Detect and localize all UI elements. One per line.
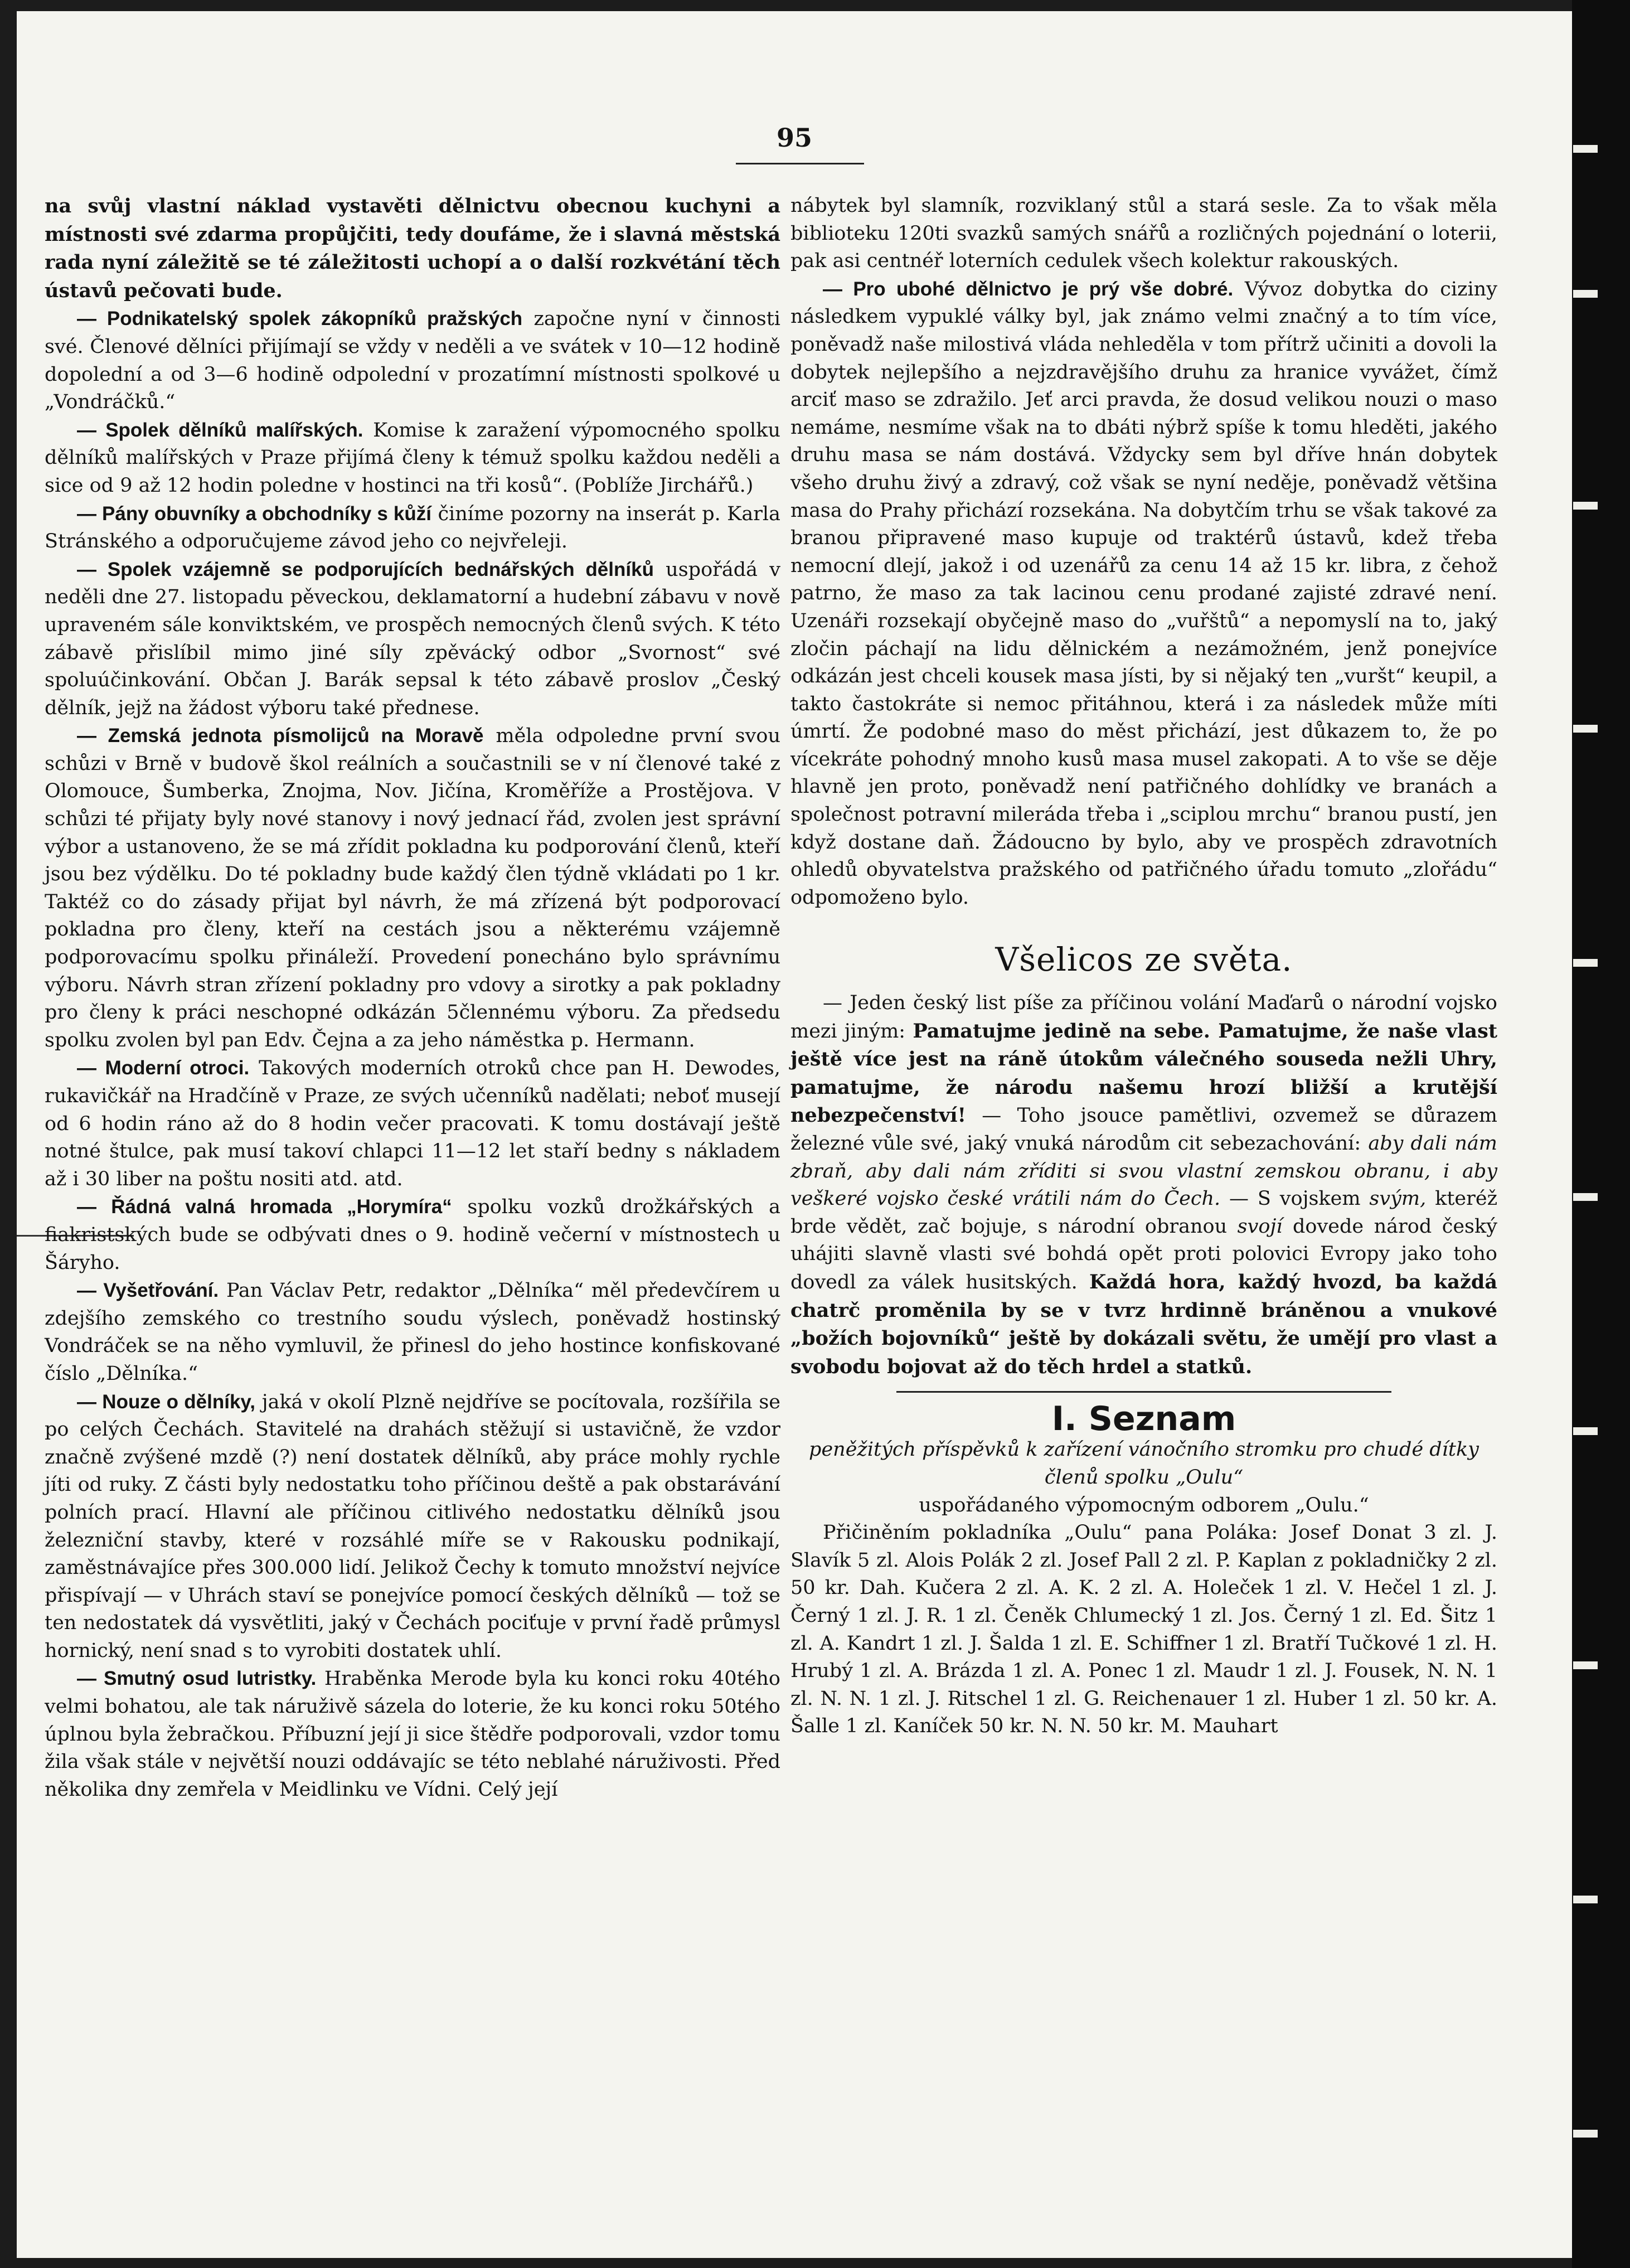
right-column-articles: [790, 192, 1497, 912]
binding-notch: [1573, 1661, 1598, 1669]
list-title: I. Seznam: [1051, 1399, 1236, 1439]
article-heading: — Smutný osud lutristky.: [77, 1668, 317, 1690]
section-title: Všelicos ze světa.: [995, 941, 1293, 979]
article-text: spolku vozků drožkářských a fiakristských bude se odbývati dnes o 9. hodině večerní v místnostech u Šáryho.: [45, 1196, 781, 1274]
article-text: kteréž brde vědět, zač bojuje, s národní obranou: [790, 1188, 1498, 1238]
article-text: Komise k zaražení výpomocného spolku dělníků malířských v Praze přijímá členy k témuž spolku každou neděli a sice od 9 až 12 hodin poledne v hostinci na tři kosů“. (Poblíže Jirchářů.): [45, 419, 780, 497]
right-paragraph: [790, 275, 1497, 912]
left-column: [45, 192, 780, 1804]
binding-notch: [1573, 1193, 1598, 1201]
article-text: Hraběnka Merode byla ku konci roku 40tého velmi bohatou, ale tak náruživě sázela do loterie, že ku konci roku 50tého úplnou byla žebračkou. Příbuzní její ji sice štědře podporovali, vzdor tomu žila však stále v největší nouzi oddávajíc se této neblahé náruživosti. Před několika dny zemřela v Meidlinku ve Vídni. Celý její: [45, 1668, 781, 1801]
binding-edge: [1572, 0, 1630, 2268]
article-heading: — Spolek vzájemně se podporujících bednářských dělníků: [77, 558, 654, 580]
article-heading: — Podnikatelský spolek zákopníků pražských: [77, 308, 523, 330]
left-paragraph: [45, 500, 780, 556]
right-paragraph: [790, 192, 1497, 275]
article-text: Pamatujme jedině na sebe. Pamatujme, že naše vlast ještě více jest na ráně útokům válečného souseda nežli Uhry, pamatujme, že národu našemu hrozí bližší a krutější nebezpečenství!: [790, 1019, 1497, 1127]
article-text: měla odpoledne první svou schůzi v Brně v budově škol reálních a součastnili se v ní členové také z Olomouce, Šumberka, Znojma, Nov. Jičína, Kroměříže a Prostějova. V schůzi té přijaty byly nové stanovy i nový jednací řád, zvolen jest správní výbor a ustanoveno, že se má zřídit pokladna ku podporování členů, kteří jsou bez výdělku. Do té pokladny bude každý člen týdně vkládati po 1 kr. Taktéž co do zásady přijat byl návrh, že má zřízená být podporovací pokladna pro členy, kteří na cestách jsou a některému vzájemně podporovacímu spolku přináleží. Provedení ponecháno bylo správnímu výboru. Návrh stran zřízení pokladny pro vdovy a sirotky a pak pokladny pro členy k práci neschopné odkázán 5člennému výboru. Za předsedu spolku zvolen byl pan Edv. Čejna a za jeho náměstka p. Hermann.: [45, 725, 780, 1051]
article-text: — Jeden český list píše za příčinou volání Maďarů o národní vojsko mezi jiným:: [790, 992, 1497, 1043]
left-paragraph: [45, 192, 780, 305]
article-text: svým,: [1369, 1188, 1427, 1210]
left-paragraph: [45, 1665, 780, 1804]
binding-notch: [1573, 2130, 1598, 2138]
article-text: dovede národ český uhájiti slavně vlasti své bohdá opět proti polovici Evropy jako toho dovedl za válek husitských.: [790, 1215, 1497, 1293]
article-text: jaká v okolí Plzně nejdříve se pocítovala, rozšířila se po celých Čechách. Stavitelé na drahách stěžují si ustavičně, že vzdor značně zvýšené mzdě (?) není dostatek dělníků, aby práce mohly rychle jíti od ruky. Z části byly nedostatku toho příčinou deště a pak obstarávání polních prací. Hlavní ale příčinou citlivého nedostatku dělníků jsou železniční stavby, které v rozsáhlé míře se v Rakousku podnikají, zaměstnávajíce přes 300.000 lidí. Jelikož Čechy k tomuto množství nejvíce přispívají — v Uhrách staví se ponejvíce pomocí českých dělníků — tož se ten nedostatek dá vysvětliti, jaký v Čechách pociťuje v první řadě průmysl hornický, není snad s to vyrobiti dostatek uhlí.: [45, 1390, 781, 1662]
binding-notch: [1573, 1896, 1598, 1903]
binding-notch: [1573, 145, 1598, 153]
page-number: 95: [776, 123, 812, 153]
article-heading: — Moderní otroci.: [77, 1057, 250, 1079]
article-text: činíme pozorny na inserát p. Karla Stránského a odporučujeme závod jeho co nejvřeleji.: [45, 502, 780, 553]
article-heading: — Vyšetřování.: [77, 1280, 219, 1302]
article-heading: — Spolek dělníků malířských.: [77, 419, 363, 441]
left-paragraph: [45, 556, 780, 723]
article-text: — Toho jsouce pamětlivi, ozvemež se důrazem železné vůle své, jaký vnuká národům cit sebezachování:: [790, 1104, 1497, 1155]
list-organizer: uspořádaného výpomocným odborem „Oulu.“: [919, 1494, 1369, 1516]
binding-notch: [1573, 290, 1598, 298]
section-paragraph: [790, 990, 1497, 1381]
binding-notch: [1573, 725, 1598, 733]
article-text: Každá hora, každý hvozd, ba každá chatrč proměnila by se v tvrz hrdinně bráněnou a vnukové „božích bojovníků“ ještě by dokázali světu, že umějí pro vlast a svobodu bojovat až do těch hrdel a statků.: [790, 1270, 1498, 1378]
binding-notch: [1573, 959, 1598, 967]
left-paragraph: [45, 416, 780, 500]
binding-notch: [1573, 1427, 1598, 1435]
article-text: započne nyní v činnosti své. Členové dělníci přijímají se vždy v neděli a ve svátek v 10—12 hodině dopolední a od 3—6 hodině odpolední v prozatímní místnosti spolkové u „Vondráčků.“: [45, 308, 781, 414]
left-paragraph: [45, 305, 780, 416]
article-heading: — Řádná valná hromada „Horymíra“: [77, 1196, 452, 1218]
left-paragraph: [45, 1277, 780, 1388]
binding-notch: [1573, 502, 1598, 510]
list-subtitle: peněžitých příspěvků k zařízení vánočního stromku pro chudé dítky členů spolku „Oulu“: [809, 1438, 1479, 1489]
article-text: na svůj vlastní náklad vystavěti dělnictvu obecnou kuchyni a místnosti své zdarma propůjčiti, tedy doufáme, že i slavná městská rada nyní záležitě se té záležitosti uchopí a o další rozkvétání těch ústavů pečovati bude.: [45, 195, 780, 302]
article-heading: — Zemská jednota písmolijců na Moravě: [77, 725, 484, 747]
newspaper-page: [17, 11, 1572, 2258]
article-text: Pan Václav Petr, redaktor „Dělníka“ měl předevčírem u zdejšího zemského co trestního soudu výslech, poněvadž hostinský Vondráček se na něho vymluvil, že přinesl do jeho hostince konfiskované číslo „Dělníka.“: [45, 1280, 780, 1385]
article-text: uspořádá v neděli dne 27. listopadu pěveckou, deklamatorní a hudební zábavu v nově upraveném sále konviktském, ve prospěch nemocných členů svých. K této zábavě přislíbil mimo jiné síly zpěvácký odbor „Svornost“ své spoluúčinkování. Občan J. Barák sepsal k této zábavě proslov „Český dělník, jejž na žádost výboru také přednese.: [45, 558, 780, 719]
list-contributors: Přičiněním pokladníka „Oulu“ pana Poláka: Josef Donat 3 zl. J. Slavík 5 zl. Alois Polák 2 zl. Josef Pall 2 zl. P. Kaplan z pokladničky 2 zl. 50 kr. Dah. Kučera 2 zl. A. K. 2 zl. A. Holeček 1 zl. V. Hečel 1 zl. J. Černý 1 zl. J. R. 1 zl. Čeněk Chlumecký 1 zl. Jos. Černý 1 zl. Ed. Šitz 1 zl. A. Kandrt 1 zl. J. Šalda 1 zl. E. Schiffner 1 zl. Bratří Tučkové 1 zl. H. Hrubý 1 zl. A. Brázda 1 zl. A. Ponec 1 zl. Maudr 1 zl. J. Fousek, N. N. 1 zl. N. N. 1 zl. J. Ritschel 1 zl. G. Reichenauer 1 zl. Huber 1 zl. 50 kr. A. Šalle 1 zl. Kaníček 50 kr. N. N. 50 kr. M. Mauhart: [790, 1521, 1497, 1738]
article-text: Vývoz dobytka do ciziny následkem vypuklé války byl, jak známo velmi značný a to tím více, poněvadž naše milostivá vláda nehleděla v tom přítrž učiniti a dovoli la dobytek nejlepšího a nejzdravějšího druhu za hranice vyvážet, čímž arciť maso se zdražilo. Jeť arci pravda, že dosud velikou nouzi o maso nemáme, nesmíme však na to dbáti nýbrž spíše k tomu hleděti, jakého druhu masa se nám dostává. Vždycky sem byl dříve hnán dobytek všeho druhu živý a zdravý, což však se nyní neděje, poněvadž většina masa do Prahy přichází rozsekána. Na dobytčím trhu se však takové za branou připravené maso kupuje od traktérů ústavů, kdež třeba nemocní dlejí, jakož i od uzenářů za cenu 14 až 15 kr. libra, z čehož patrno, že maso za tak lacinou cenu prodané zajisté zdravé není. Uzenáři rozsekají obyčejně maso do „vuřštů“ a nepomyslí na to, jaký zločin páchají na lidu dělnickém a nezámožném, jenž ponejvíce odkázán jest chceli kousek masa jísti, by si nějaký ten „vuršt“ keupil, a takto častokráte si nemoc přitáhnou, která i za následek může míti úmrtí. Že podobné maso do měst přichází, jest důkazem to, že po vícekráte pohodný mnoho kusů masa musel zakopati. A to vše se děje hlavně jen proto, poněvadž není patřičného dohlídky ve branách a společnost potravní milerádа třeba i „sciplou mrchu“ branou pustí, jen když dostane daň. Žádoucno by bylo, aby ve prospěch zdravotních ohledů obyvatelstva pražského od patřičného úřadu tomuto „zlořádu“ odpomoženo bylo.: [790, 278, 1497, 909]
section-articles: [790, 990, 1497, 1381]
article-text: aby dali nám zbraň, aby dali nám zříditi si svou vlastní zemskou obranu, i aby veškeré vojsko české vrátili nám do Čech.: [790, 1132, 1497, 1210]
page-number-rule: [736, 163, 864, 164]
article-heading: — Pro ubohé dělnictvo je prý vše dobré.: [823, 278, 1234, 300]
article-heading: — Pány obuvníky a obchodníky s kůží: [77, 502, 431, 525]
article-text: nábytek byl slamník, rozviklaný stůl a stará sesle. Za to však měla biblioteku 120ti svazků samých snářů a rozličných pojednání o loterii, pak asi centnéř loterních cedulek všech kolektur rakouských.: [790, 195, 1497, 273]
left-paragraph: [45, 1388, 780, 1665]
left-paragraph: [45, 722, 780, 1054]
article-heading: — Nouze o dělníky,: [77, 1390, 256, 1413]
left-paragraph: [45, 1054, 780, 1193]
right-column: [790, 192, 1497, 1741]
left-paragraph: [45, 1193, 780, 1277]
article-text: — S vojskem: [1220, 1188, 1370, 1210]
section-divider: [896, 1391, 1391, 1393]
article-text: svojí: [1237, 1215, 1283, 1238]
article-text: Takových moderních otroků chce pan H. Dewodes, rukavičkář na Hradčíně v Praze, ze svých učenníků nadělati; neboť musejí od 6 hodin ráno až do 8 hodin večer pracovati. K tomu dostávají ještě notné štulce, pak musí takoví chlapci 11—12 let staří bedny s nákladem až i 30 liber na poštu nositi atd. atd.: [45, 1057, 781, 1190]
